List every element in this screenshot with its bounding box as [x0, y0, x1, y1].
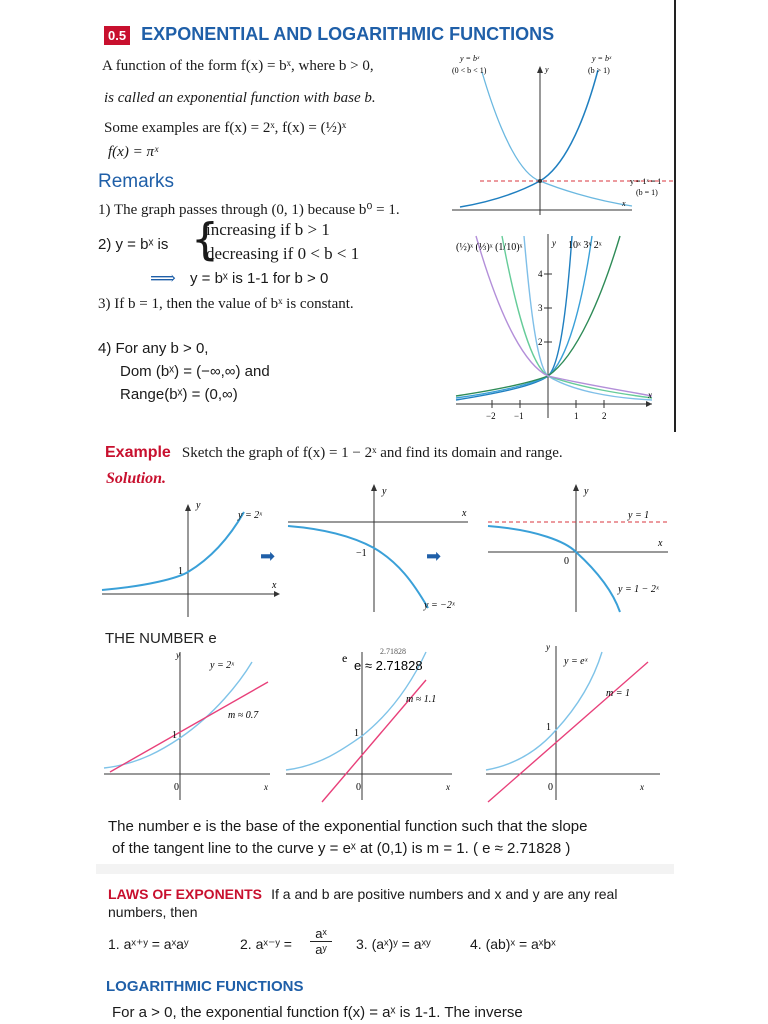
number-e-desc-2: of the tangent line to the curve y = eˣ at (0,1) is m = 1. ( e ≈ 2.71828 ): [112, 840, 571, 857]
p1-curve: [102, 512, 244, 590]
law-4: 4. (ab)ˣ = aˣbˣ: [470, 936, 556, 952]
p3-curve-label: y = 1 − 2ˣ: [618, 584, 659, 595]
increasing-curve: [460, 70, 598, 207]
e2-e-symbol: e: [342, 651, 348, 665]
p3-y-arrow-icon: [573, 484, 579, 491]
e3-slope-label: m = 1: [606, 688, 630, 699]
solution-heading: Solution.: [106, 470, 167, 487]
example-line: [105, 442, 563, 462]
law-3: 3. (aˣ)ʸ = aˣʸ: [356, 936, 431, 952]
remark-3: 3) If b = 1, then the value of bˣ is constant.: [98, 296, 354, 312]
p3-y-label: y: [584, 486, 589, 497]
exponential-bases-graph: [452, 226, 674, 426]
tick-label-2x: 2: [602, 411, 607, 421]
laws-heading: LAWS OF EXPONENTS: [108, 886, 263, 902]
laws-intro-2: numbers, then: [108, 904, 198, 920]
e2-e-value: e ≈ 2.71828: [354, 658, 423, 673]
curve-2x: [456, 236, 620, 396]
log-heading: LOGARITHMIC FUNCTIONS: [106, 978, 304, 995]
p1-y-label: y: [196, 500, 201, 511]
label-left-cond: (0 < b < 1): [452, 66, 487, 75]
e3-curve-label: y = eˣ: [564, 656, 588, 667]
remark-2-decreasing: decreasing if 0 < b < 1: [206, 244, 360, 263]
labels-right: 10ˣ 3ˣ 2ˣ: [568, 240, 602, 251]
curve-3x: [456, 236, 592, 398]
law-1: 1. aˣ⁺ʸ = aˣaʸ: [108, 936, 189, 952]
p3-asymptote-label: y = 1: [628, 510, 650, 521]
p2-curve: [288, 526, 428, 608]
e2-slope-label: m ≈ 1.1: [406, 694, 437, 705]
e2-e-partial: 2.71828: [380, 647, 406, 656]
p2-y-label: y: [382, 486, 387, 497]
label-right: y = bˣ: [592, 54, 612, 63]
remark-4-line-3: Range(bˣ) = (0,∞): [120, 386, 238, 403]
label-const: y = 1ˣ = 1: [630, 177, 662, 186]
e2-origin: 0: [356, 782, 361, 793]
e2-tick: 1: [354, 728, 359, 739]
label-right-cond: (b > 1): [588, 66, 610, 75]
transform-arrow-1-icon: ➡: [260, 546, 276, 566]
p1-x-arrow-icon: [274, 591, 280, 597]
remark-2-result: y = bˣ is 1-1 for b > 0: [190, 270, 329, 287]
remark-1: 1) The graph passes through (0, 1) because b⁰ = 1.: [98, 202, 400, 218]
point-0-1: [538, 179, 542, 183]
p2-y-arrow-icon: [371, 484, 377, 491]
tick-label-4: 4: [538, 269, 543, 279]
tick-label-2: 2: [538, 337, 543, 347]
curve-10x: [456, 236, 572, 400]
intro-line-2: is called an exponential function with base b.: [104, 90, 376, 106]
y-axis-label: y: [545, 65, 549, 74]
p3-origin: 0: [564, 556, 569, 567]
e3-x-label: x: [640, 782, 644, 792]
y-axis-label: y: [552, 238, 556, 248]
law-2-fraction: [310, 926, 332, 957]
e1-curve-label: y = 2ˣ: [210, 660, 235, 671]
law-2-num: aˣ: [310, 926, 332, 942]
e1-origin: 0: [174, 782, 179, 793]
law-2-prefix: 2. aˣ⁻ʸ =: [240, 936, 292, 952]
p1-curve-label: y = 2ˣ: [238, 510, 263, 521]
intro-line-1: A function of the form f(x) = bˣ, where b > 0,: [102, 58, 374, 74]
separator-band: [96, 864, 674, 874]
e3-tick: 1: [546, 722, 551, 733]
tick-label-m2: −2: [486, 411, 496, 421]
decreasing-curve: [482, 72, 632, 206]
exponential-family-graph: [452, 50, 674, 220]
tick-label-1: 1: [574, 411, 579, 421]
e3-tangent: [488, 662, 648, 802]
p2-tick: −1: [356, 548, 367, 559]
section-header: [104, 24, 554, 45]
e1-y-label: y: [176, 650, 180, 660]
remark-2-prefix: 2) y = bˣ is: [98, 236, 169, 253]
e3-origin: 0: [548, 782, 553, 793]
y-axis-arrow-icon: [537, 66, 543, 73]
number-e-desc-1: The number e is the base of the exponential function such that the slope: [108, 818, 588, 835]
example-text: Sketch the graph of f(x) = 1 − 2ˣ and find its domain and range.: [181, 445, 563, 461]
e3-y-label: y: [546, 642, 550, 652]
e2-x-label: x: [446, 782, 450, 792]
laws-line: [108, 884, 617, 903]
e1-slope-label: m ≈ 0.7: [228, 710, 259, 721]
label-left: y = bˣ: [460, 54, 480, 63]
tick-label-m1: −1: [514, 411, 524, 421]
log-line: For a > 0, the exponential function f(x) = aˣ is 1-1. The inverse: [112, 1004, 523, 1021]
number-e-graphs: [100, 642, 670, 812]
laws-intro-1: If a and b are positive numbers and x and y are any real: [271, 886, 618, 902]
brace-icon: {: [191, 214, 219, 265]
intro-line-4: f(x) = πˣ: [108, 144, 159, 160]
implies-arrow-icon: ⟹: [150, 268, 176, 289]
x-axis-label: x: [648, 390, 652, 400]
p2-x-label: x: [462, 508, 467, 519]
curve-third-x: [502, 236, 652, 398]
example-heading: Example: [105, 444, 171, 461]
e1-x-label: x: [264, 782, 268, 792]
page-edge-rule: [674, 0, 676, 432]
remark-4-line-2: Dom (bˣ) = (−∞,∞) and: [120, 363, 270, 380]
p3-curve: [488, 526, 620, 612]
p1-x-label: x: [272, 580, 277, 591]
remark-4-line-1: 4) For any b > 0,: [98, 340, 209, 357]
example-graphs: [98, 482, 678, 622]
intro-line-3: Some examples are f(x) = 2ˣ, f(x) = (½)ˣ: [104, 120, 347, 136]
p1-tick: 1: [178, 566, 183, 577]
law-2-den: aʸ: [315, 942, 327, 957]
p2-curve-label: y = −2ˣ: [424, 600, 455, 611]
remarks-heading: Remarks: [98, 171, 175, 192]
label-const-cond: (b = 1): [636, 188, 658, 197]
number-e-heading: THE NUMBER e: [105, 630, 217, 647]
x-axis-label: x: [622, 199, 626, 208]
x-axis-arrow-icon: [646, 401, 652, 407]
transform-arrow-2-icon: ➡: [426, 546, 442, 566]
e1-tick: 1: [172, 730, 177, 741]
tick-label-3: 3: [538, 303, 543, 313]
section-badge: 0.5: [104, 26, 130, 45]
labels-left: (½)ˣ (⅓)ˣ (1/10)ˣ: [456, 242, 523, 253]
e1-tangent: [110, 682, 268, 772]
p1-y-arrow-icon: [185, 504, 191, 511]
remark-2-increasing: increasing if b > 1: [206, 220, 330, 239]
section-title: EXPONENTIAL AND LOGARITHMIC FUNCTIONS: [141, 24, 555, 44]
p3-x-label: x: [658, 538, 663, 549]
